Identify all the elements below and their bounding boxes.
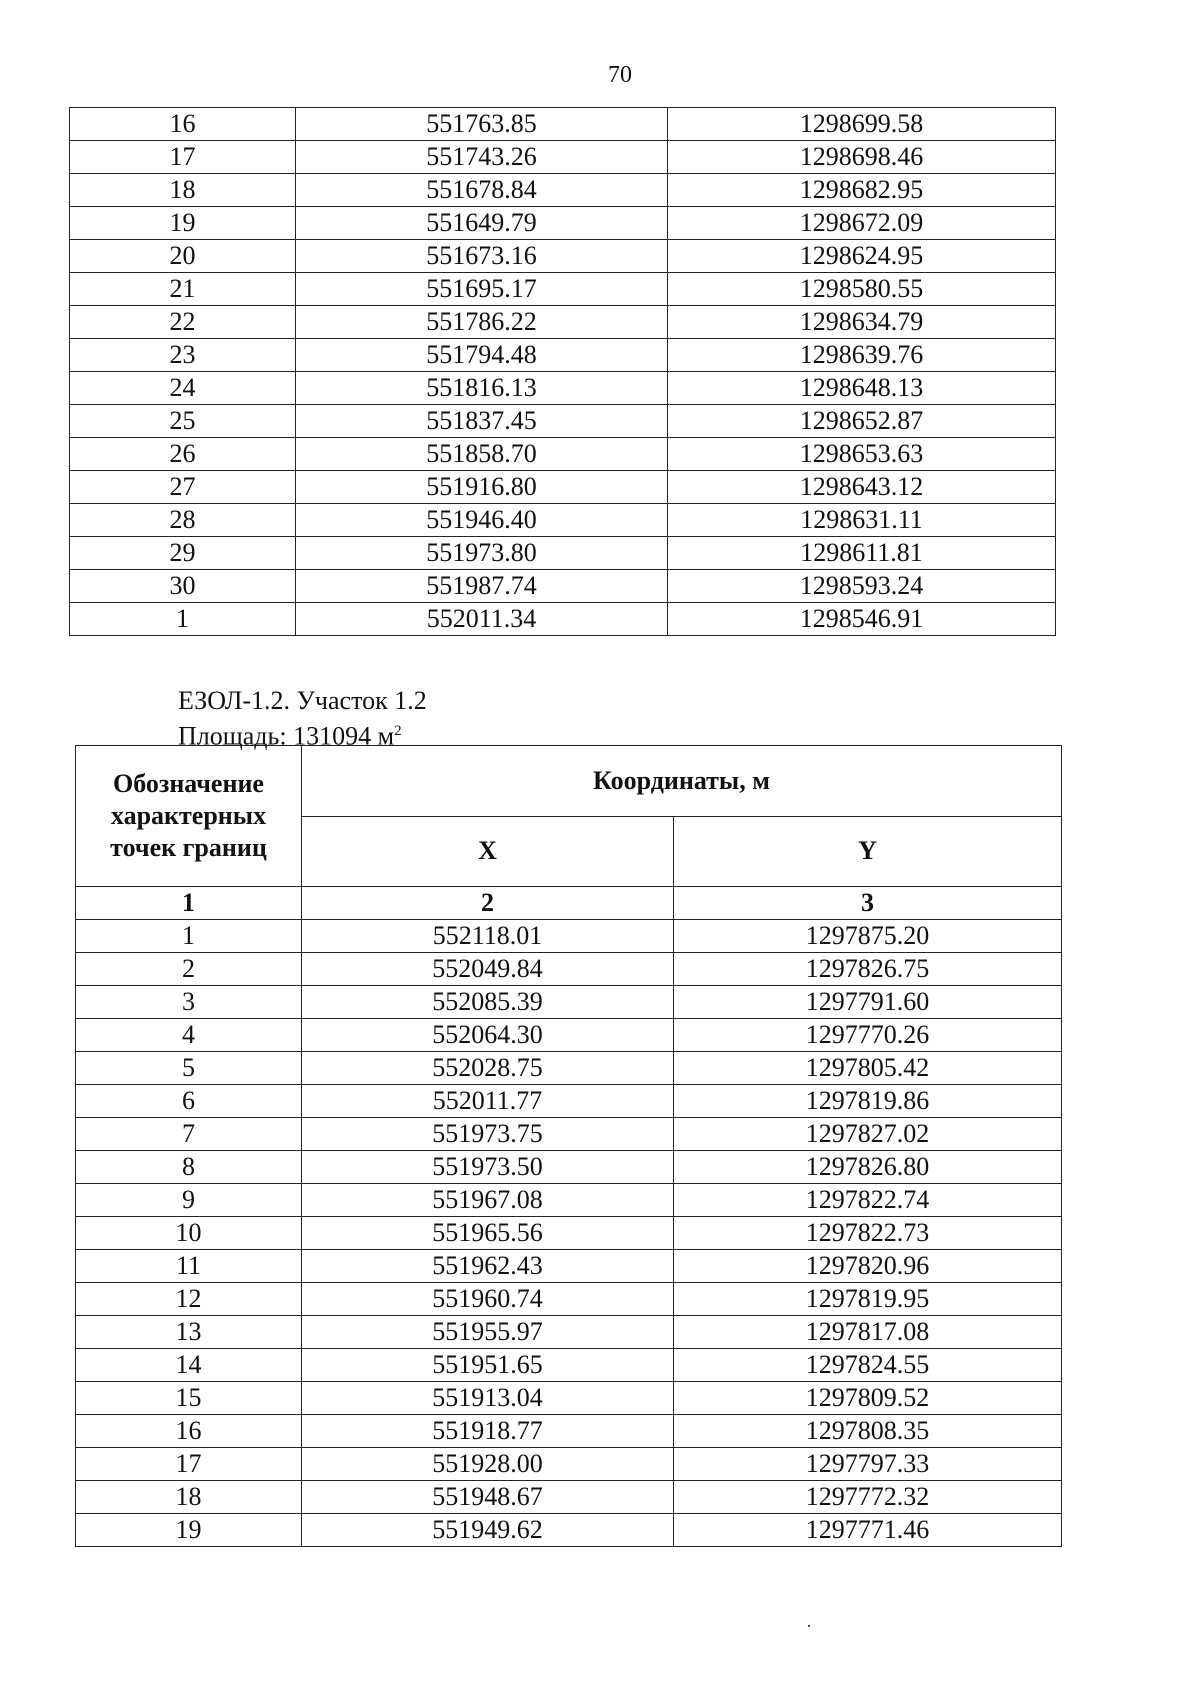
header-coordinates: Координаты, м (302, 746, 1062, 817)
table-row (76, 1283, 1062, 1316)
x-coordinate-cell: 551743.26 (296, 141, 668, 174)
page-number: 70 (608, 62, 632, 88)
y-coordinate-cell: 1297772.32 (674, 1481, 1062, 1514)
table-row (76, 953, 1062, 986)
table-row (70, 471, 1056, 504)
point-id-cell: 26 (70, 438, 296, 471)
column-number: 1 (76, 887, 302, 920)
table-body (70, 108, 1056, 636)
y-coordinate-cell: 1297826.75 (674, 953, 1062, 986)
point-id-cell: 24 (70, 372, 296, 405)
x-coordinate-cell: 551916.80 (296, 471, 668, 504)
table-row (70, 207, 1056, 240)
table-row (76, 1151, 1062, 1184)
x-coordinate-cell: 552085.39 (302, 986, 674, 1019)
table-row (70, 306, 1056, 339)
table-row (70, 570, 1056, 603)
area-text: Площадь: 131094 м (178, 721, 395, 751)
point-id-cell: 19 (76, 1514, 302, 1547)
table-row (70, 273, 1056, 306)
point-id-cell: 5 (76, 1052, 302, 1085)
y-coordinate-cell: 1297817.08 (674, 1316, 1062, 1349)
x-coordinate-cell: 551649.79 (296, 207, 668, 240)
y-coordinate-cell: 1298643.12 (668, 471, 1056, 504)
table-row (76, 1184, 1062, 1217)
point-id-cell: 1 (76, 920, 302, 953)
x-coordinate-cell: 551816.13 (296, 372, 668, 405)
point-id-cell: 18 (76, 1481, 302, 1514)
x-coordinate-cell: 551678.84 (296, 174, 668, 207)
x-coordinate-cell: 551837.45 (296, 405, 668, 438)
point-id-cell: 12 (76, 1283, 302, 1316)
x-coordinate-cell: 551949.62 (302, 1514, 674, 1547)
y-coordinate-cell: 1297824.55 (674, 1349, 1062, 1382)
point-id-cell: 14 (76, 1349, 302, 1382)
section-title: ЕЗОЛ-1.2. Участок 1.2 (178, 686, 427, 715)
area-superscript: 2 (394, 723, 402, 739)
point-id-cell: 1 (70, 603, 296, 636)
y-coordinate-cell: 1297797.33 (674, 1448, 1062, 1481)
x-coordinate-cell: 551967.08 (302, 1184, 674, 1217)
point-id-cell: 25 (70, 405, 296, 438)
x-coordinate-cell: 552118.01 (302, 920, 674, 953)
point-id-cell: 20 (70, 240, 296, 273)
x-coordinate-cell: 551987.74 (296, 570, 668, 603)
column-number-row (76, 887, 1062, 920)
x-coordinate-cell: 551918.77 (302, 1415, 674, 1448)
table-row (76, 1415, 1062, 1448)
x-coordinate-cell: 552064.30 (302, 1019, 674, 1052)
x-coordinate-cell: 551786.22 (296, 306, 668, 339)
x-coordinate-cell: 552011.34 (296, 603, 668, 636)
point-id-cell: 23 (70, 339, 296, 372)
y-coordinate-cell: 1298611.81 (668, 537, 1056, 570)
table-row (76, 1481, 1062, 1514)
column-number: 2 (302, 887, 674, 920)
x-coordinate-cell: 551965.56 (302, 1217, 674, 1250)
y-coordinate-cell: 1298593.24 (668, 570, 1056, 603)
y-coordinate-cell: 1297791.60 (674, 986, 1062, 1019)
table-row (70, 603, 1056, 636)
y-coordinate-cell: 1297819.95 (674, 1283, 1062, 1316)
x-coordinate-cell: 551858.70 (296, 438, 668, 471)
x-coordinate-cell: 551763.85 (296, 108, 668, 141)
x-coordinate-cell: 551962.43 (302, 1250, 674, 1283)
table-row (76, 1217, 1062, 1250)
table-row (70, 141, 1056, 174)
y-coordinate-cell: 1297822.73 (674, 1217, 1062, 1250)
table-row (76, 1382, 1062, 1415)
point-id-cell: 15 (76, 1382, 302, 1415)
point-id-cell: 18 (70, 174, 296, 207)
x-coordinate-cell: 551673.16 (296, 240, 668, 273)
y-coordinate-cell: 1298682.95 (668, 174, 1056, 207)
point-id-cell: 21 (70, 273, 296, 306)
table-row (76, 1052, 1062, 1085)
table-row (70, 405, 1056, 438)
table-row (70, 537, 1056, 570)
x-coordinate-cell: 551973.75 (302, 1118, 674, 1151)
y-coordinate-cell: 1298580.55 (668, 273, 1056, 306)
point-id-cell: 17 (76, 1448, 302, 1481)
y-coordinate-cell: 1298631.11 (668, 504, 1056, 537)
y-coordinate-cell: 1298648.13 (668, 372, 1056, 405)
table-row (70, 438, 1056, 471)
column-number: 3 (674, 887, 1062, 920)
point-id-cell: 22 (70, 306, 296, 339)
x-coordinate-cell: 551946.40 (296, 504, 668, 537)
table-row (70, 174, 1056, 207)
y-coordinate-cell: 1297808.35 (674, 1415, 1062, 1448)
coordinates-table (75, 745, 1062, 1547)
point-id-cell: 4 (76, 1019, 302, 1052)
y-coordinate-cell: 1297827.02 (674, 1118, 1062, 1151)
x-coordinate-cell: 551955.97 (302, 1316, 674, 1349)
y-coordinate-cell: 1297820.96 (674, 1250, 1062, 1283)
point-id-cell: 16 (70, 108, 296, 141)
table-row (76, 1514, 1062, 1547)
y-coordinate-cell: 1297770.26 (674, 1019, 1062, 1052)
point-id-cell: 30 (70, 570, 296, 603)
y-coordinate-cell: 1298699.58 (668, 108, 1056, 141)
x-coordinate-cell: 552049.84 (302, 953, 674, 986)
x-coordinate-cell: 551973.50 (302, 1151, 674, 1184)
table-row (76, 1316, 1062, 1349)
x-coordinate-cell: 551951.65 (302, 1349, 674, 1382)
x-coordinate-cell: 551948.67 (302, 1481, 674, 1514)
point-id-cell: 11 (76, 1250, 302, 1283)
table-row (70, 339, 1056, 372)
coordinates-table-continued (69, 107, 1056, 636)
table-row (76, 1085, 1062, 1118)
table-header (76, 746, 1062, 920)
x-coordinate-cell: 551928.00 (302, 1448, 674, 1481)
scan-speck (808, 1625, 810, 1627)
table-row (70, 240, 1056, 273)
point-id-cell: 8 (76, 1151, 302, 1184)
table-row (70, 504, 1056, 537)
point-id-cell: 19 (70, 207, 296, 240)
header-point-designation: Обозначение характерных точек границ (76, 746, 302, 887)
y-coordinate-cell: 1298634.79 (668, 306, 1056, 339)
point-id-cell: 27 (70, 471, 296, 504)
y-coordinate-cell: 1297826.80 (674, 1151, 1062, 1184)
table-row (76, 1349, 1062, 1382)
y-coordinate-cell: 1297819.86 (674, 1085, 1062, 1118)
table-row (76, 920, 1062, 953)
y-coordinate-cell: 1298624.95 (668, 240, 1056, 273)
y-coordinate-cell: 1298698.46 (668, 141, 1056, 174)
point-id-cell: 16 (76, 1415, 302, 1448)
point-id-cell: 13 (76, 1316, 302, 1349)
y-coordinate-cell: 1297805.42 (674, 1052, 1062, 1085)
table-row (76, 1250, 1062, 1283)
x-coordinate-cell: 551913.04 (302, 1382, 674, 1415)
point-id-cell: 28 (70, 504, 296, 537)
y-coordinate-cell: 1298546.91 (668, 603, 1056, 636)
point-id-cell: 10 (76, 1217, 302, 1250)
x-coordinate-cell: 551973.80 (296, 537, 668, 570)
header-y: Y (674, 816, 1062, 887)
y-coordinate-cell: 1297809.52 (674, 1382, 1062, 1415)
x-coordinate-cell: 552011.77 (302, 1085, 674, 1118)
point-id-cell: 9 (76, 1184, 302, 1217)
point-id-cell: 29 (70, 537, 296, 570)
point-id-cell: 7 (76, 1118, 302, 1151)
point-id-cell: 2 (76, 953, 302, 986)
x-coordinate-cell: 551695.17 (296, 273, 668, 306)
y-coordinate-cell: 1297771.46 (674, 1514, 1062, 1547)
table-row (70, 108, 1056, 141)
y-coordinate-cell: 1298639.76 (668, 339, 1056, 372)
y-coordinate-cell: 1297875.20 (674, 920, 1062, 953)
point-id-cell: 3 (76, 986, 302, 1019)
y-coordinate-cell: 1298652.87 (668, 405, 1056, 438)
table-row (70, 372, 1056, 405)
x-coordinate-cell: 551960.74 (302, 1283, 674, 1316)
x-coordinate-cell: 551794.48 (296, 339, 668, 372)
table-body (76, 920, 1062, 1547)
y-coordinate-cell: 1298672.09 (668, 207, 1056, 240)
x-coordinate-cell: 552028.75 (302, 1052, 674, 1085)
y-coordinate-cell: 1298653.63 (668, 438, 1056, 471)
table-row (76, 986, 1062, 1019)
table-row (76, 1448, 1062, 1481)
table-row (76, 1118, 1062, 1151)
point-id-cell: 6 (76, 1085, 302, 1118)
header-x: X (302, 816, 674, 887)
table-row (76, 1019, 1062, 1052)
y-coordinate-cell: 1297822.74 (674, 1184, 1062, 1217)
point-id-cell: 17 (70, 141, 296, 174)
